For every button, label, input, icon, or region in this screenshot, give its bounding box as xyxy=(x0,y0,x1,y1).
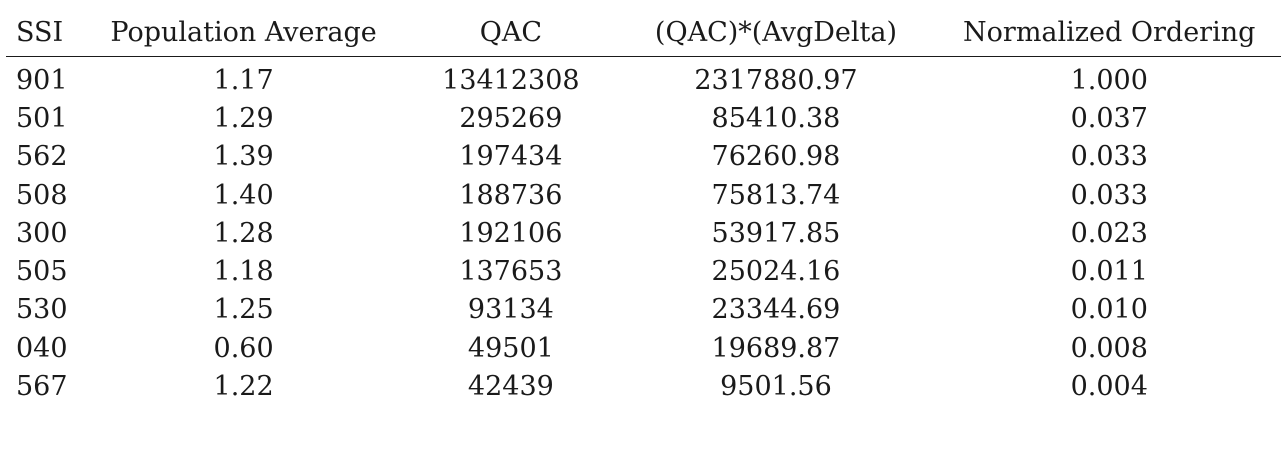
cell-normalized-ordering: 0.004 xyxy=(1070,371,1148,403)
table-row xyxy=(6,291,1281,329)
cell-ssi: 562 xyxy=(16,141,68,173)
column-header-qac-times-avgdelta: (QAC)*(AvgDelta) xyxy=(654,16,897,48)
cell-population-average: 1.39 xyxy=(213,141,274,173)
table-row xyxy=(6,214,1281,252)
cell-population-average: 1.29 xyxy=(213,102,274,134)
cell-qac: 192106 xyxy=(459,217,563,249)
cell-qac: 137653 xyxy=(459,256,563,288)
cell-normalized-ordering: 0.037 xyxy=(1070,102,1148,134)
cell-population-average: 1.17 xyxy=(213,64,274,96)
cell-qac: 13412308 xyxy=(442,64,580,96)
table-row xyxy=(6,99,1281,137)
table-row xyxy=(6,367,1281,405)
cell-qac: 93134 xyxy=(467,294,554,326)
cell-qac-times-avgdelta: 9501.56 xyxy=(720,371,832,403)
cell-population-average: 1.40 xyxy=(213,179,274,211)
cell-qac: 49501 xyxy=(467,332,554,364)
table-row xyxy=(6,176,1281,214)
cell-qac-times-avgdelta: 53917.85 xyxy=(711,217,841,249)
data-table xyxy=(6,8,1281,406)
cell-qac-times-avgdelta: 76260.98 xyxy=(711,141,841,173)
cell-qac-times-avgdelta: 23344.69 xyxy=(711,294,841,326)
cell-qac: 42439 xyxy=(467,371,554,403)
cell-qac-times-avgdelta: 2317880.97 xyxy=(694,64,858,96)
cell-qac-times-avgdelta: 85410.38 xyxy=(711,102,841,134)
table-row xyxy=(6,138,1281,176)
cell-ssi: 530 xyxy=(16,294,68,326)
table-row xyxy=(6,57,1281,100)
cell-normalized-ordering: 1.000 xyxy=(1070,64,1148,96)
cell-ssi: 567 xyxy=(16,371,68,403)
cell-ssi: 508 xyxy=(16,179,68,211)
table-row xyxy=(6,252,1281,290)
cell-population-average: 1.28 xyxy=(213,217,274,249)
header-row xyxy=(6,8,1281,57)
cell-normalized-ordering: 0.010 xyxy=(1070,294,1148,326)
cell-qac: 197434 xyxy=(459,141,563,173)
cell-ssi: 040 xyxy=(16,332,68,364)
cell-qac-times-avgdelta: 25024.16 xyxy=(711,256,841,288)
cell-normalized-ordering: 0.033 xyxy=(1070,141,1148,173)
cell-qac-times-avgdelta: 75813.74 xyxy=(711,179,841,211)
column-header-qac: QAC xyxy=(479,16,542,48)
column-header-normalized-ordering: Normalized Ordering xyxy=(963,16,1256,48)
cell-population-average: 0.60 xyxy=(213,332,274,364)
table-body xyxy=(6,57,1281,406)
cell-population-average: 1.18 xyxy=(213,256,274,288)
cell-qac: 188736 xyxy=(459,179,563,211)
table-row xyxy=(6,329,1281,367)
cell-normalized-ordering: 0.011 xyxy=(1070,256,1148,288)
cell-ssi: 505 xyxy=(16,256,68,288)
cell-qac: 295269 xyxy=(459,102,563,134)
cell-normalized-ordering: 0.033 xyxy=(1070,179,1148,211)
cell-population-average: 1.25 xyxy=(213,294,274,326)
cell-qac-times-avgdelta: 19689.87 xyxy=(711,332,841,364)
cell-normalized-ordering: 0.023 xyxy=(1070,217,1148,249)
cell-normalized-ordering: 0.008 xyxy=(1070,332,1148,364)
cell-ssi: 300 xyxy=(16,217,68,249)
cell-ssi: 501 xyxy=(16,102,68,134)
table-header xyxy=(6,8,1281,57)
column-header-population-average: Population Average xyxy=(110,16,377,48)
cell-population-average: 1.22 xyxy=(213,371,274,403)
column-header-ssi: SSI xyxy=(16,16,64,48)
cell-ssi: 901 xyxy=(16,64,68,96)
